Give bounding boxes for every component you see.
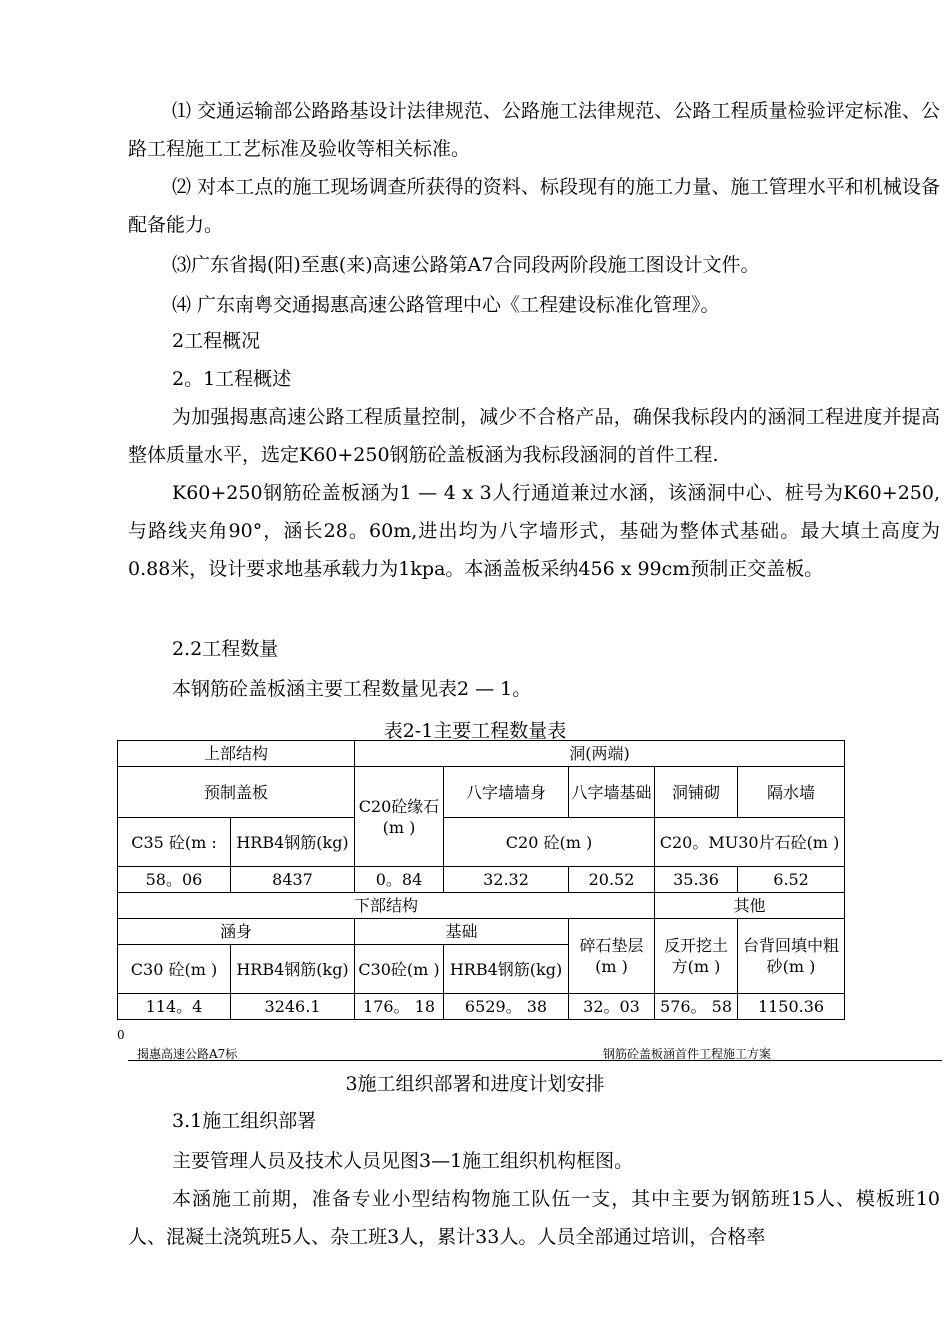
table-cell: 8437 bbox=[231, 867, 355, 893]
table-cell: C30 砼(m ) bbox=[118, 945, 231, 994]
paragraph-table-ref: 本钢筋砼盖板涵主要工程数量见表2 — 1。 bbox=[172, 678, 532, 700]
paragraph-overview: 为加强揭惠高速公路工程质量控制，减少不合格产品，确保我标段内的涵洞工程进度并提高整体质量水平，选定K60+250钢筋砼盖板涵为我标段涵洞的首件工程. bbox=[128, 406, 940, 466]
table-cell: 碎石垫层(m ) bbox=[569, 919, 655, 994]
table-cell: 32。03 bbox=[569, 994, 655, 1020]
table-row bbox=[118, 893, 845, 919]
table-cell: 基础 bbox=[355, 919, 569, 945]
table-cell: HRB4钢筋(kg) bbox=[231, 945, 355, 994]
table-cell: 176。 18 bbox=[355, 994, 444, 1020]
paragraph-management-center: ⑷ 广东南粤交通揭惠高速公路管理中心《工程建设标准化管理》。 bbox=[172, 294, 720, 316]
table-cell: 台背回填中粗砂(m ) bbox=[738, 919, 845, 994]
paragraph-org-chart-ref: 主要管理人员及技术人员见图3—1施工组织机构框图。 bbox=[172, 1150, 634, 1172]
table-cell: C20。MU30片石砼(m ) bbox=[655, 818, 845, 867]
table-cell: 洞(两端) bbox=[355, 741, 845, 767]
paragraph-standards: ⑴ 交通运输部公路路基设计法律规范、公路施工法律规范、公路工程质量检验评定标准、公路工程施工工艺标准及验收等相关标准。 bbox=[128, 100, 940, 160]
heading-2-1: 2。1工程概述 bbox=[172, 368, 292, 390]
paragraph-culvert-desc: K60+250钢筋砼盖板涵为1 — 4 x 3人行通道兼过水涵，该涵洞中心、桩号为K60+250,与路线夹角90°，涵长28。60m,进出均为八字墙形式，基础为整体式基础。最大填土高度为0.88米，设计要求地基承载力为1kpa。本涵盖板采纳456 x 99cm预制正交盖板。 bbox=[128, 482, 940, 580]
table-cell: 预制盖板 bbox=[118, 767, 355, 818]
table-cell: HRB4钢筋(kg) bbox=[231, 818, 355, 867]
table-cell: 3246.1 bbox=[231, 994, 355, 1020]
table-caption: 表2-1主要工程数量表 bbox=[383, 720, 567, 742]
heading-3-1: 3.1施工组织部署 bbox=[172, 1110, 317, 1132]
footer-left-text: 揭惠高速公路A7标 bbox=[137, 1047, 238, 1061]
table-cell: 35.36 bbox=[655, 867, 738, 893]
table-cell: 32.32 bbox=[444, 867, 569, 893]
table-row bbox=[118, 741, 845, 767]
table-cell: 洞铺砌 bbox=[655, 767, 738, 818]
table-cell: 576。 58 bbox=[655, 994, 738, 1020]
table-cell: 0。84 bbox=[355, 867, 444, 893]
page-number: 0 bbox=[117, 1028, 125, 1042]
table-cell: 反开挖土方(m ) bbox=[655, 919, 738, 994]
table-row bbox=[118, 818, 845, 867]
table-cell: C20 砼(m ) bbox=[444, 818, 655, 867]
paragraph-site-survey: ⑵ 对本工点的施工现场调查所获得的资料、标段现有的施工力量、施工管理水平和机械设备配备能力。 bbox=[128, 176, 940, 236]
table-cell: 八字墙基础 bbox=[569, 767, 655, 818]
paragraph-design-docs: ⑶广东省揭(阳)至惠(来)高速公路第A7合同段两阶段施工图设计文件。 bbox=[172, 254, 760, 276]
table-row bbox=[118, 867, 845, 893]
heading-2-2: 2.2工程数量 bbox=[172, 638, 279, 660]
table-cell: 6.52 bbox=[738, 867, 845, 893]
table-cell: C20砼缘石(m ) bbox=[355, 767, 444, 867]
table-cell: 1150.36 bbox=[738, 994, 845, 1020]
table-row bbox=[118, 767, 845, 818]
table-cell: 20.52 bbox=[569, 867, 655, 893]
section-3-title: 3施工组织部署和进度计划安排 bbox=[345, 1073, 605, 1095]
footer-right-text: 钢筋砼盖板涵首件工程施工方案 bbox=[603, 1047, 772, 1061]
table-cell: 58。06 bbox=[118, 867, 231, 893]
table-cell: 涵身 bbox=[118, 919, 355, 945]
heading-2: 2工程概况 bbox=[172, 330, 261, 352]
table-row bbox=[118, 919, 845, 945]
table-cell: HRB4钢筋(kg) bbox=[444, 945, 569, 994]
quantity-table bbox=[117, 740, 845, 1020]
table-cell: 八字墙墙身 bbox=[444, 767, 569, 818]
table-cell: 下部结构 bbox=[118, 893, 655, 919]
paragraph-team: 本涵施工前期，准备专业小型结构物施工队伍一支，其中主要为钢筋班15人、模板班10人、混凝土浇筑班5人、杂工班3人，累计33人。人员全部通过培训，合格率 bbox=[128, 1188, 940, 1248]
table-row bbox=[118, 994, 845, 1020]
table-cell: 其他 bbox=[655, 893, 845, 919]
table-cell: 上部结构 bbox=[118, 741, 355, 767]
table-cell: 114。4 bbox=[118, 994, 231, 1020]
table-cell: 6529。 38 bbox=[444, 994, 569, 1020]
table-cell: C30砼(m ) bbox=[355, 945, 444, 994]
footer-divider bbox=[128, 1060, 942, 1061]
table-cell: 隔水墙 bbox=[738, 767, 845, 818]
table-cell: C35 砼(m : bbox=[118, 818, 231, 867]
